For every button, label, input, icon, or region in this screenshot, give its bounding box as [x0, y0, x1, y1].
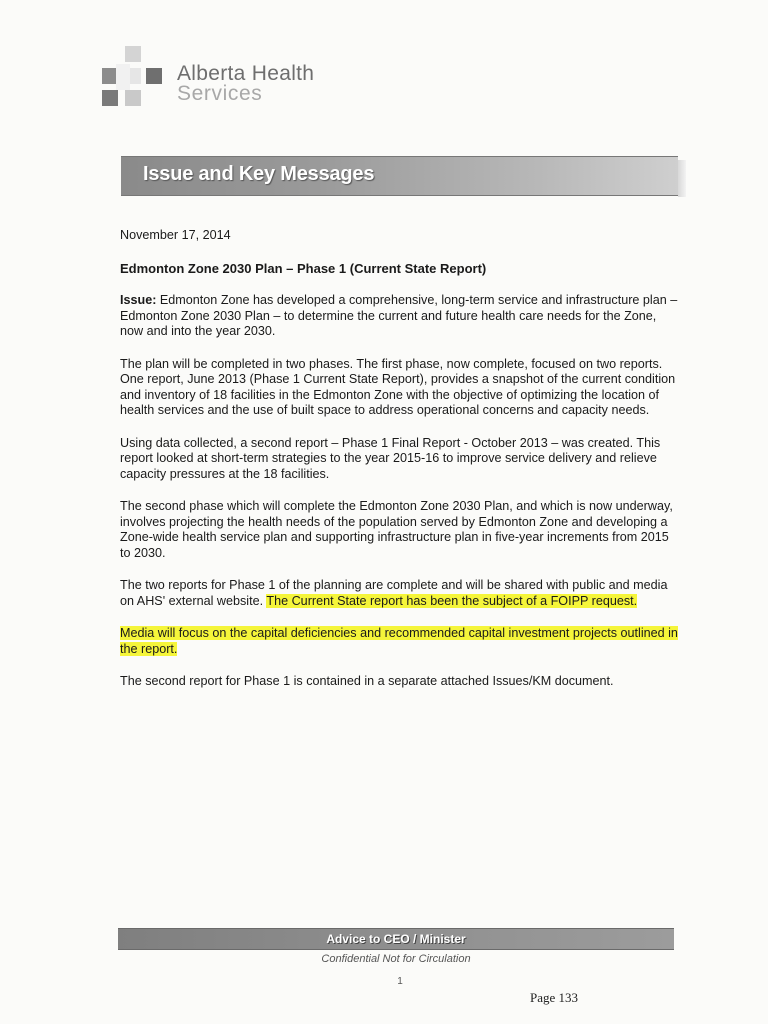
page-number: 1 — [397, 976, 403, 987]
advice-footer-bar — [118, 928, 674, 950]
media-highlight: Media will focus on the capital deficiencies and recommended capital investment projects outlined in the report. — [120, 626, 678, 656]
page-label: Page 133 — [530, 990, 579, 1005]
logo-line-1: Alberta Health — [177, 62, 315, 85]
issue-label: Issue: — [120, 293, 157, 307]
issue-text: Edmonton Zone has developed a comprehensive, long-term service and infrastructure plan – Edmonton Zone 2030 Plan – to determine the current and future health care needs for the Zone, now and into the year 2030. — [120, 293, 678, 338]
document-date: November 17, 2014 — [120, 228, 231, 242]
issue-banner — [121, 156, 678, 196]
paragraph-attached-document: The second report for Phase 1 is contained in a separate attached Issues/KM document. — [120, 674, 614, 688]
banner-title: Issue and Key Messages — [143, 163, 375, 185]
document-body — [120, 228, 680, 707]
document-title: Edmonton Zone 2030 Plan – Phase 1 (Current State Report) — [120, 260, 487, 276]
paragraph-second-phase: The second phase which will complete the Edmonton Zone 2030 Plan, and which is now underway, involves projecting the health needs of the population served by Edmonton Zone and developing a Zone-wide health service plan and supporting infrastructure plan in five-year increments from 2015 to 2030. — [120, 499, 673, 560]
paragraph-second-report: Using data collected, a second report – Phase 1 Final Report - October 2013 – was created. This report looked at short-term strategies to the year 2015-16 to improve service delivery and relieve capacity pressures at the 18 facilities. — [120, 435, 661, 481]
paragraph-phases: The plan will be completed in two phases. The first phase, now complete, focused on two reports. One report, June 2013 (Phase 1 Current State Report), provides a snapshot of the current condition and inventory of 18 facilities in the Edmonton Zone with the objective of optimizing the location of health services and the use of built space to address operational concerns and capacity needs. — [120, 356, 676, 417]
confidential-notice: Confidential Not for Circulation — [321, 953, 471, 965]
banner-shadow — [678, 160, 686, 197]
alberta-health-services-logo — [102, 46, 342, 124]
advice-label: Advice to CEO / Minister — [326, 932, 466, 946]
ahs-cross-logo-icon — [102, 46, 172, 116]
paragraph-reports-shared — [120, 578, 680, 609]
issue-paragraph — [120, 293, 680, 340]
paragraph-media-focus — [120, 626, 680, 657]
foipp-highlight: The Current State report has been the subject of a FOIPP request. — [266, 593, 638, 608]
paragraph-reports-shared-text: The two reports for Phase 1 of the planning are complete and will be shared with public and media on AHS' external website. — [120, 578, 668, 608]
logo-line-2: Services — [177, 82, 263, 105]
